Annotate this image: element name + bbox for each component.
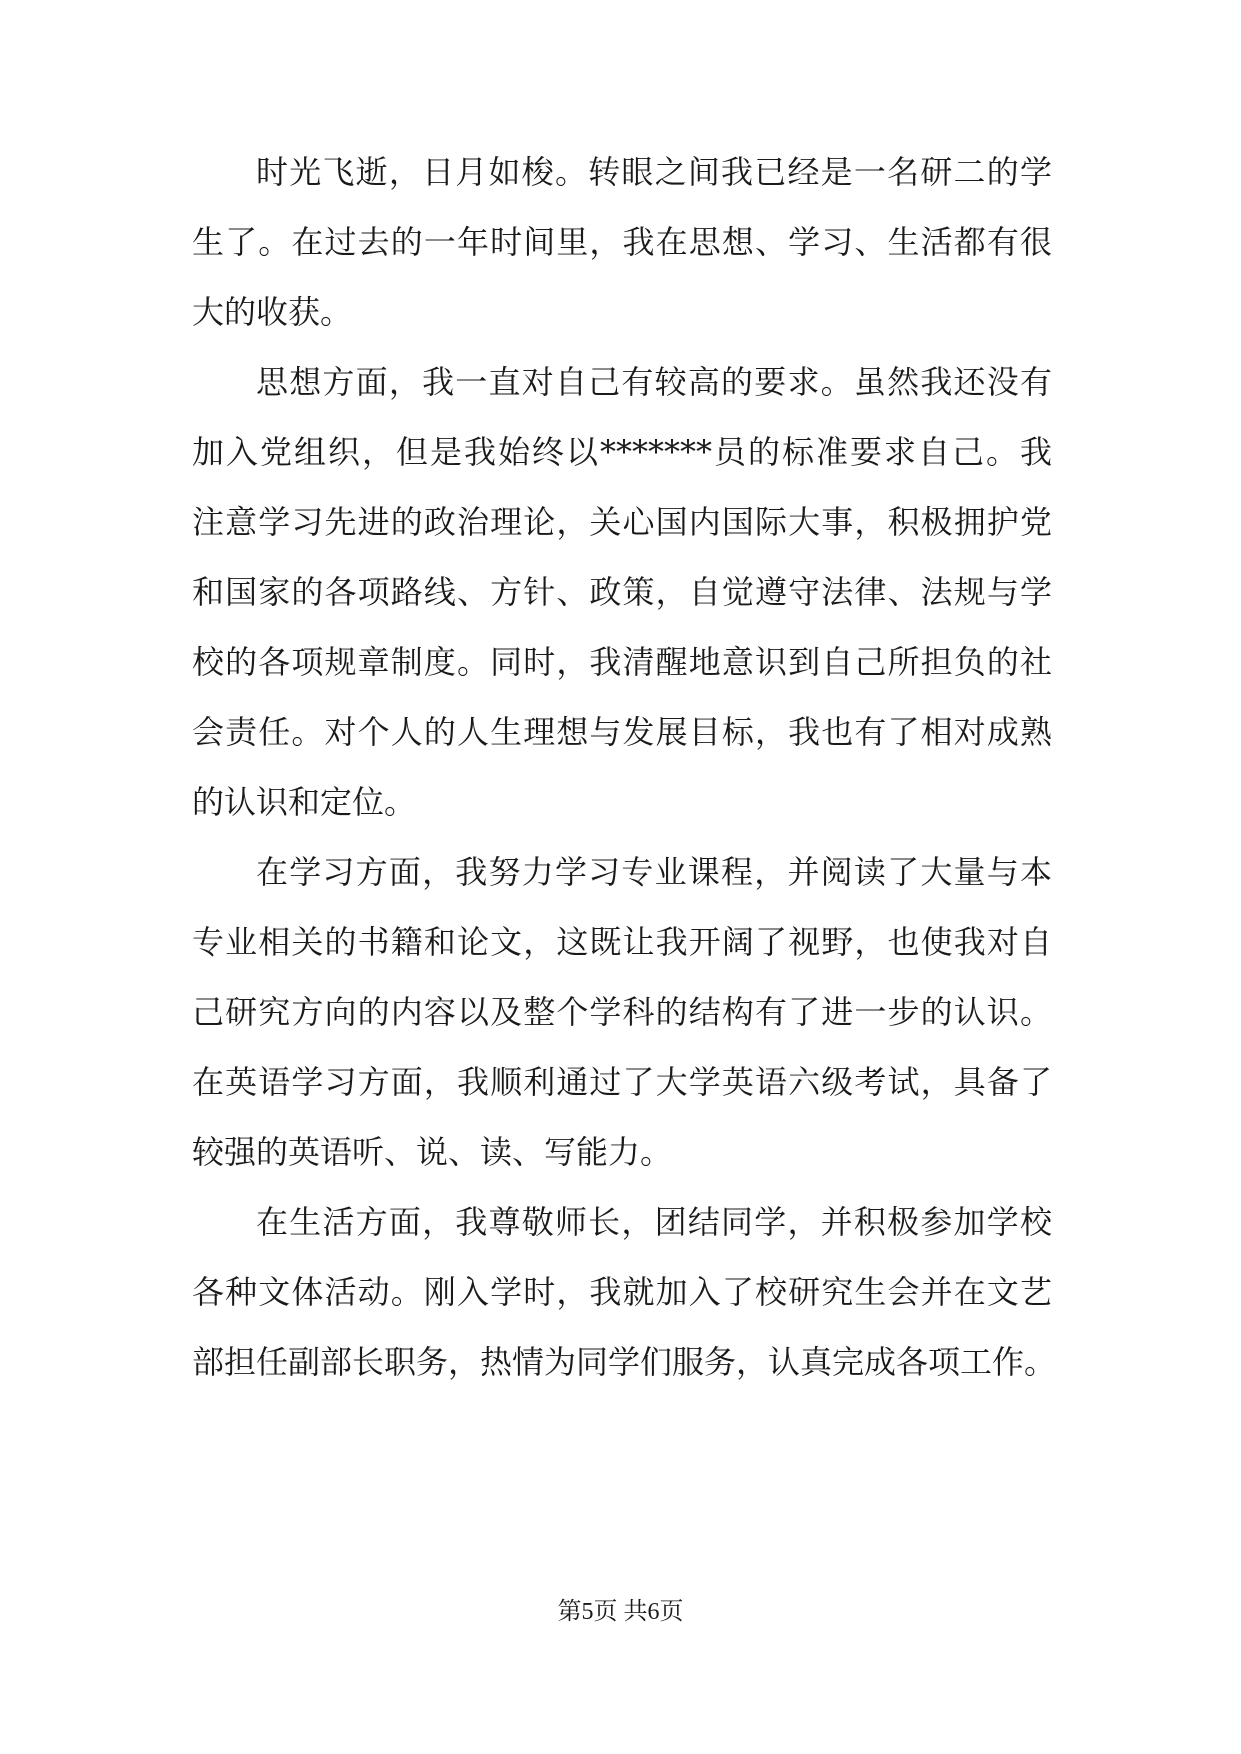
paragraph-2-line-2: 加入党组织，但是我始终以*******员的标准要求自己。我 xyxy=(192,433,1052,471)
page-number-footer: 第5页 共6页 xyxy=(557,1599,684,1625)
paragraph-4-line-1: 在生活方面，我尊敬师长，团结同学，并积极参加学校 xyxy=(256,1203,1052,1241)
paragraph-2-line-6: 会责任。对个人的人生理想与发展目标，我也有了相对成熟 xyxy=(192,713,1052,751)
paragraph-3-line-4: 在英语学习方面，我顺利通过了大学英语六级考试，具备了 xyxy=(192,1063,1052,1101)
paragraph-2-line-5: 校的各项规章制度。同时，我清醒地意识到自己所担负的社 xyxy=(192,643,1052,681)
paragraph-1-line-1: 时光飞逝，日月如梭。转眼之间我已经是一名研二的学 xyxy=(256,153,1052,191)
paragraph-2-line-3: 注意学习先进的政治理论，关心国内国际大事，积极拥护党 xyxy=(192,503,1052,541)
paragraph-3-line-5: 较强的英语听、说、读、写能力。 xyxy=(192,1133,673,1171)
paragraph-3-line-2: 专业相关的书籍和论文，这既让我开阔了视野，也使我对自 xyxy=(192,923,1052,961)
paragraph-4-line-3: 部担任副部长职务，热情为同学们服务，认真完成各项工作。 xyxy=(192,1343,1057,1381)
paragraph-3-line-3: 己研究方向的内容以及整个学科的结构有了进一步的认识。 xyxy=(192,993,1052,1031)
paragraph-2-line-1: 思想方面，我一直对自己有较高的要求。虽然我还没有 xyxy=(256,363,1052,401)
paragraph-2-line-7: 的认识和定位。 xyxy=(192,783,417,821)
paragraph-1-line-3: 大的收获。 xyxy=(192,293,353,331)
paragraph-1-line-2: 生了。在过去的一年时间里，我在思想、学习、生活都有很 xyxy=(192,223,1052,261)
paragraph-4-line-2: 各种文体活动。刚入学时，我就加入了校研究生会并在文艺 xyxy=(192,1273,1052,1311)
paragraph-2-line-4: 和国家的各项路线、方针、政策，自觉遵守法律、法规与学 xyxy=(192,573,1052,611)
paragraph-3-line-1: 在学习方面，我努力学习专业课程，并阅读了大量与本 xyxy=(256,853,1052,891)
